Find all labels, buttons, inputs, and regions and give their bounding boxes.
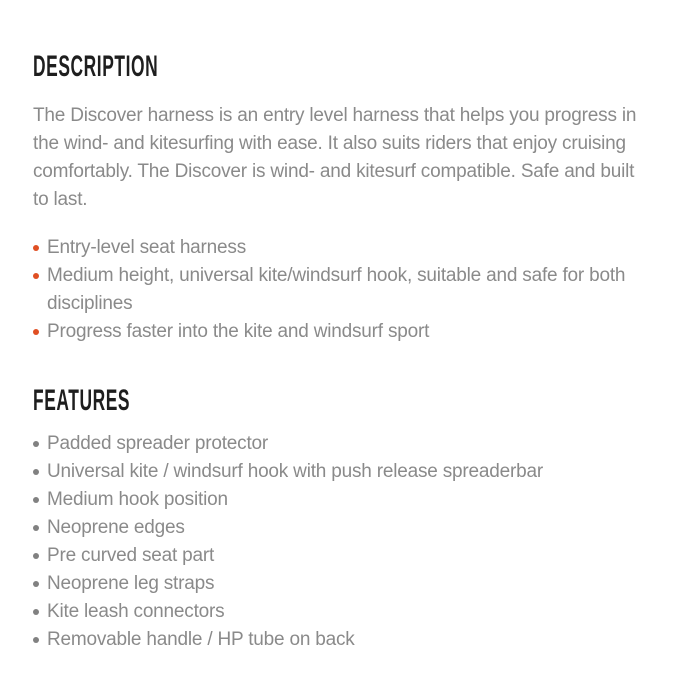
- features-section: [33, 384, 670, 654]
- list-item-text: Medium hook position: [47, 489, 228, 510]
- list-item: [33, 234, 670, 262]
- list-item: [33, 430, 670, 458]
- description-section: [33, 50, 670, 346]
- bullet-icon: [33, 273, 39, 279]
- highlights-list: [33, 234, 670, 346]
- list-item-text: Universal kite / windsurf hook with push release spreaderbar: [47, 461, 543, 482]
- bullet-icon: [33, 497, 39, 503]
- list-item: [33, 570, 670, 598]
- list-item: [33, 598, 670, 626]
- bullet-icon: [33, 525, 39, 531]
- bullet-icon: [33, 329, 39, 335]
- list-item-text: Neoprene edges: [47, 517, 185, 538]
- list-item-text: Removable handle / HP tube on back: [47, 629, 355, 650]
- list-item: [33, 626, 670, 654]
- bullet-icon: [33, 441, 39, 447]
- list-item: [33, 542, 670, 570]
- bullet-icon: [33, 469, 39, 475]
- features-title: FEATURES: [33, 384, 131, 417]
- list-item: [33, 514, 670, 542]
- list-item-text: Pre curved seat part: [47, 545, 215, 566]
- bullet-icon: [33, 553, 39, 559]
- list-item: [33, 262, 670, 318]
- list-item-text: Padded spreader protector: [47, 433, 269, 454]
- list-item-text: Medium height, universal kite/windsurf hook, suitable and safe for both disciplines: [47, 265, 626, 314]
- bullet-icon: [33, 637, 39, 643]
- list-item: [33, 458, 670, 486]
- description-paragraph: The Discover harness is an entry level harness that helps you progress in the wind- and kitesurfing with ease. It also suits riders that enjoy cruising comfortably. The Discover is wind- and kitesurf compatible. Safe and built to last.: [33, 105, 637, 210]
- features-list: [33, 430, 670, 654]
- list-item: [33, 486, 670, 514]
- bullet-icon: [33, 245, 39, 251]
- list-item-text: Progress faster into the kite and windsurf sport: [47, 321, 430, 342]
- bullet-icon: [33, 609, 39, 615]
- list-item-text: Neoprene leg straps: [47, 573, 215, 594]
- bullet-icon: [33, 581, 39, 587]
- description-title: DESCRIPTION: [33, 50, 159, 83]
- list-item-text: Entry-level seat harness: [47, 237, 247, 258]
- list-item: [33, 318, 670, 346]
- list-item-text: Kite leash connectors: [47, 601, 225, 622]
